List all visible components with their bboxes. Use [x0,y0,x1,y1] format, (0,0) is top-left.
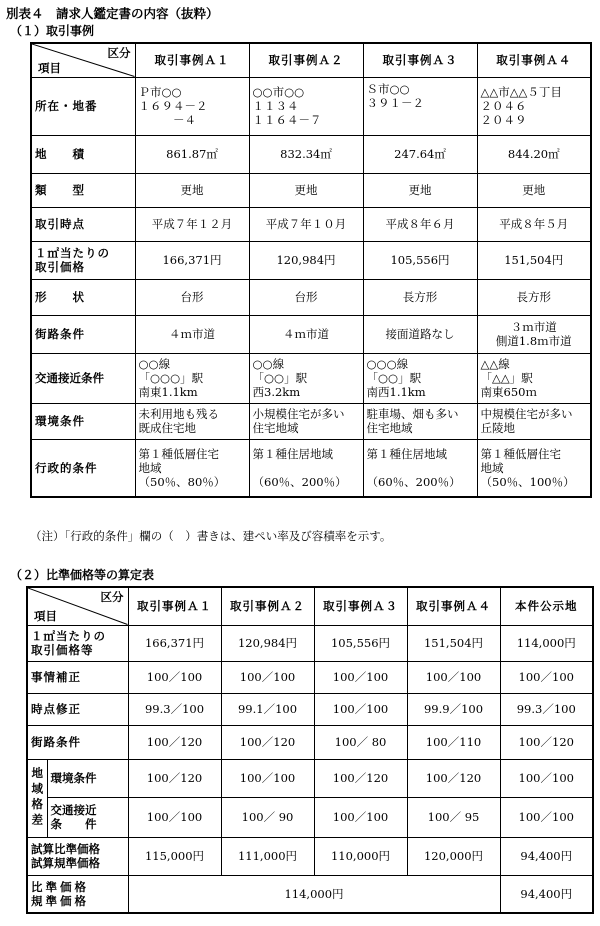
table-cell: 100／ 95 [407,797,500,837]
table-cell: 100／ 80 [314,725,407,759]
corner-kubun-label: 区分 [107,46,131,60]
table-cell: 115,000円 [128,837,221,875]
cell-street: ３ｍ市道 側道1.8ｍ市道 [477,315,591,353]
table-cell: 100／120 [128,725,221,759]
table-cell: 100／100 [128,661,221,693]
cell-street: ４ｍ市道 [135,315,249,353]
table-row [31,77,591,135]
table-cell: 100／120 [221,725,314,759]
table-cell: 105,556円 [314,625,407,661]
cell-shape: 台形 [249,279,363,315]
area-group-label: 地域格差 [27,759,47,837]
table-cell: 99.1／100 [221,693,314,725]
cell-type: 更地 [363,173,477,207]
column-header: 取引事例Ａ２ [249,43,363,77]
row-label: 交通接近 条 件 [47,797,128,837]
table-cell: 94,400円 [500,875,593,913]
table-cell: 100／100 [500,661,593,693]
column-header: 取引事例Ａ４ [477,43,591,77]
cell-area: 832.34㎡ [249,135,363,173]
table1-corner-cell [31,43,135,77]
table-row [31,207,591,241]
section1-heading: （１）取引事例 [10,24,95,38]
table-row [27,875,593,913]
table-cell: 100／120 [500,725,593,759]
cell-street: 接面道路なし [363,315,477,353]
cell-type: 更地 [477,173,591,207]
table-row [31,403,591,439]
row-label: 行政的条件 [31,439,135,497]
cell-environment: 駐車場、畑も多い 住宅地域 [363,403,477,439]
table-cell: 100／120 [314,759,407,797]
row-label: 比準価格 規準価格 [27,875,128,913]
table-cell: 166,371円 [128,625,221,661]
table-row [31,241,591,279]
cell-date: 平成８年５月 [477,207,591,241]
cell-admin: 第１種低層住宅 地域 （50％、80％） [135,439,249,497]
column-header: 本件公示地 [500,587,593,625]
column-header: 取引事例Ａ１ [135,43,249,77]
table-cell: 100／100 [314,693,407,725]
table-cell: 99.9／100 [407,693,500,725]
table-cell: 111,000円 [221,837,314,875]
row-label: 形 状 [31,279,135,315]
table-cell: 151,504円 [407,625,500,661]
cell-area: 247.64㎡ [363,135,477,173]
cell-shape: 台形 [135,279,249,315]
cell-shape: 長方形 [477,279,591,315]
table2-corner-cell [27,587,128,625]
table-row [31,135,591,173]
column-header: 取引事例Ａ２ [221,587,314,625]
cell-environment: 小規模住宅が多い 住宅地域 [249,403,363,439]
row-label: 所在・地番 [31,77,135,135]
table1-header-row [31,43,591,77]
row-label: １㎡当たりの 取引価格 [31,241,135,279]
table-row [27,797,593,837]
row-label: 時点修正 [27,693,128,725]
cell-type: 更地 [135,173,249,207]
row-label: 事情補正 [27,661,128,693]
table-cell: 100／100 [314,661,407,693]
cell-access: ○○線 「○○」駅 西3.2km [249,353,363,403]
row-label: 環境条件 [31,403,135,439]
cell-date: 平成７年１２月 [135,207,249,241]
table1-note: （注）「行政的条件」欄の（ ）書きは、建ぺい率及び容積率を示す。 [30,529,392,543]
table-cell: 100／100 [128,797,221,837]
table-row [31,173,591,207]
merged-comparison-price: 114,000円 [128,875,500,913]
table2-header-row [27,587,593,625]
cell-price: 151,504円 [477,241,591,279]
cell-type: 更地 [249,173,363,207]
row-label: 街路条件 [27,725,128,759]
cell-price: 120,984円 [249,241,363,279]
table-cell: 110,000円 [314,837,407,875]
table-cell: 114,000円 [500,625,593,661]
cell-shape: 長方形 [363,279,477,315]
table-row [27,693,593,725]
row-label: 地 積 [31,135,135,173]
column-header: 取引事例Ａ３ [363,43,477,77]
table-row [27,725,593,759]
table-row [27,661,593,693]
column-header: 取引事例Ａ３ [314,587,407,625]
cell-admin: 第１種低層住宅 地域 （50％、100％） [477,439,591,497]
table-cell: 120,000円 [407,837,500,875]
cell-admin: 第１種住居地域 （60％、200％） [249,439,363,497]
row-label: 環境条件 [47,759,128,797]
table-cell: 100／100 [407,661,500,693]
transaction-cases-table [30,42,592,498]
table-cell: 100／100 [500,797,593,837]
row-label: 街路条件 [31,315,135,353]
cell-date: 平成７年１０月 [249,207,363,241]
row-label: １㎡当たりの 取引価格等 [27,625,128,661]
cell-location: △△市△△５丁目 ２０４６ ２０４９ [477,77,591,135]
row-label: 試算比準価格 試算規準価格 [27,837,128,875]
cell-location: ○○市○○ １１３４ １１６４－７ [249,77,363,135]
cell-environment: 未利用地も残る 既成住宅地 [135,403,249,439]
row-label: 交通接近条件 [31,353,135,403]
section2-heading: （２）比準価格等の算定表 [10,568,155,582]
cell-location: Ｐ市○○ １６９４－２ －４ [135,77,249,135]
column-header: 取引事例Ａ４ [407,587,500,625]
cell-location: Ｓ市○○ ３９１－２ [363,77,477,135]
cell-area: 844.20㎡ [477,135,591,173]
cell-access: △△線 「△△」駅 南東650ｍ [477,353,591,403]
table-cell: 120,984円 [221,625,314,661]
cell-environment: 中規模住宅が多い 丘陵地 [477,403,591,439]
table-row [27,759,593,797]
table-cell: 100／100 [500,759,593,797]
cell-date: 平成８年６月 [363,207,477,241]
row-label: 取引時点 [31,207,135,241]
table-cell: 100／110 [407,725,500,759]
cell-admin: 第１種住居地域 （60％、200％） [363,439,477,497]
cell-price: 105,556円 [363,241,477,279]
corner-komoku-label: 項目 [34,608,57,623]
corner-komoku-label: 項目 [38,60,61,75]
table-cell: 100／120 [407,759,500,797]
document-title: 別表４ 請求人鑑定書の内容（抜粋） [6,6,219,21]
cell-street: ４ｍ市道 [249,315,363,353]
table-cell: 100／100 [221,759,314,797]
cell-area: 861.87㎡ [135,135,249,173]
corner-kubun-label: 区分 [100,590,124,604]
table-cell: 99.3／100 [128,693,221,725]
column-header: 取引事例Ａ１ [128,587,221,625]
table-row [31,439,591,497]
cell-access: ○○線 「○○○」駅 南東1.1km [135,353,249,403]
table-row [31,353,591,403]
table-cell: 99.3／100 [500,693,593,725]
table-row [31,279,591,315]
table-cell: 100／100 [314,797,407,837]
cell-access: ○○○線 「○○」駅 南西1.1km [363,353,477,403]
row-label: 類 型 [31,173,135,207]
comparison-price-table [26,586,594,914]
table-row [27,625,593,661]
table-cell: 100／120 [128,759,221,797]
table-cell: 94,400円 [500,837,593,875]
table-cell: 100／100 [221,661,314,693]
table-row [31,315,591,353]
cell-price: 166,371円 [135,241,249,279]
table-cell: 100／ 90 [221,797,314,837]
table-row [27,837,593,875]
